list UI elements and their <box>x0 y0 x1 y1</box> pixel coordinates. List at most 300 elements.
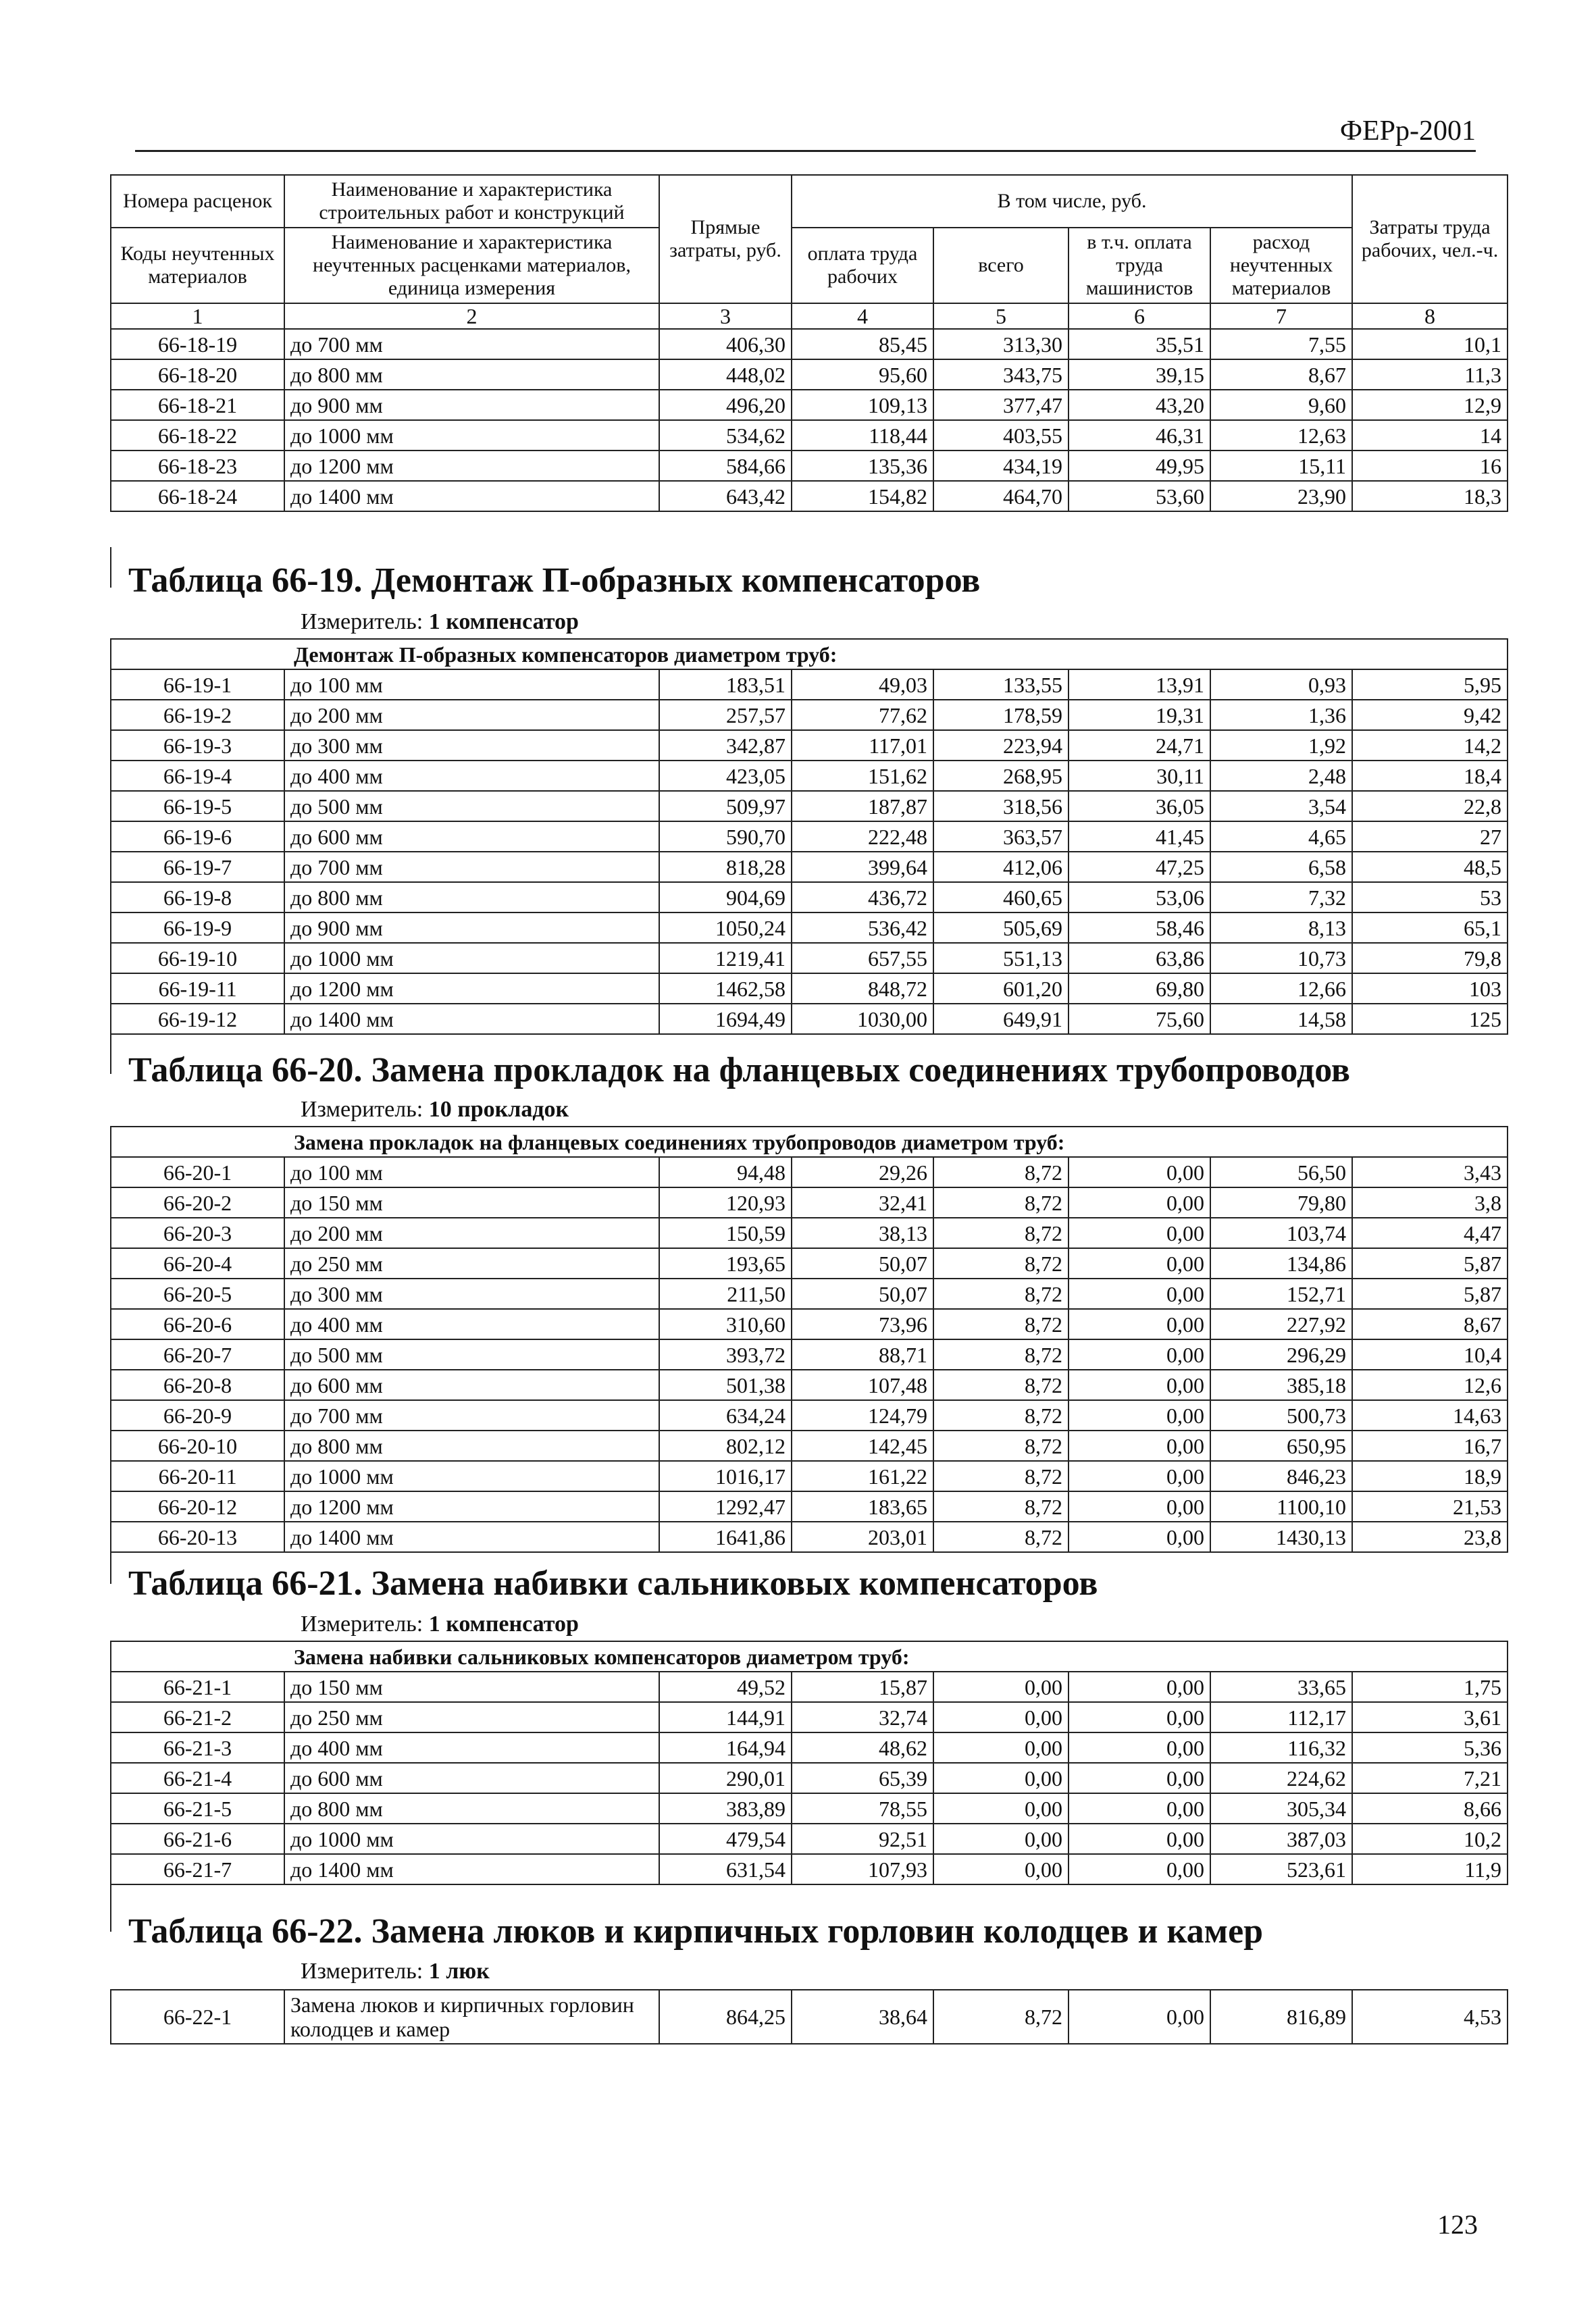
value-cell: 448,02 <box>659 359 792 390</box>
table-title-66-22: Таблица 66-22. Замена люков и кирпичных горловин колодцев и камер <box>128 1912 1264 1951</box>
value-cell: 0,00 <box>1069 1990 1210 2044</box>
value-cell: 47,25 <box>1069 852 1210 882</box>
table-row <box>111 1793 1508 1824</box>
value-cell: 1,92 <box>1210 730 1352 761</box>
table-row <box>111 943 1508 973</box>
value-cell: 4,65 <box>1210 821 1352 852</box>
value-cell: 193,65 <box>659 1248 792 1279</box>
work-description: до 150 мм <box>284 1187 659 1218</box>
column-number: 5 <box>933 303 1069 329</box>
value-cell: 178,59 <box>933 700 1069 730</box>
value-cell: 22,8 <box>1352 791 1508 821</box>
value-cell: 590,70 <box>659 821 792 852</box>
value-cell: 88,71 <box>792 1339 933 1370</box>
value-cell: 164,94 <box>659 1732 792 1763</box>
work-description: до 1200 мм <box>284 973 659 1004</box>
value-cell: 211,50 <box>659 1279 792 1309</box>
value-cell: 224,62 <box>1210 1763 1352 1793</box>
value-cell: 14,2 <box>1352 730 1508 761</box>
rate-code: 66-18-21 <box>111 390 284 420</box>
value-cell: 112,17 <box>1210 1702 1352 1732</box>
value-cell: 103,74 <box>1210 1218 1352 1248</box>
value-cell: 49,95 <box>1069 451 1210 481</box>
value-cell: 109,13 <box>792 390 933 420</box>
value-cell: 0,00 <box>1069 1461 1210 1491</box>
work-description: до 400 мм <box>284 1732 659 1763</box>
rate-code: 66-18-24 <box>111 481 284 511</box>
measure-66-21 <box>301 1612 579 1637</box>
value-cell: 65,39 <box>792 1763 933 1793</box>
work-description: до 1000 мм <box>284 943 659 973</box>
value-cell: 904,69 <box>659 882 792 912</box>
value-cell: 377,47 <box>933 390 1069 420</box>
value-cell: 846,23 <box>1210 1461 1352 1491</box>
value-cell: 21,53 <box>1352 1491 1508 1522</box>
work-description: до 250 мм <box>284 1702 659 1732</box>
rate-code: 66-20-12 <box>111 1491 284 1522</box>
value-cell: 848,72 <box>792 973 933 1004</box>
work-description: до 1200 мм <box>284 451 659 481</box>
table-row <box>111 761 1508 791</box>
value-cell: 310,60 <box>659 1309 792 1339</box>
table-row <box>111 912 1508 943</box>
value-cell: 8,72 <box>933 1187 1069 1218</box>
table-row <box>111 1732 1508 1763</box>
table-row <box>111 1309 1508 1339</box>
value-cell: 657,55 <box>792 943 933 973</box>
value-cell: 1,36 <box>1210 700 1352 730</box>
table-row <box>111 973 1508 1004</box>
work-description: Замена люков и кирпичных горловин колодцев и камер <box>284 1990 659 2044</box>
value-cell: 0,00 <box>1069 1309 1210 1339</box>
table-row <box>111 420 1508 451</box>
table-row <box>111 1248 1508 1279</box>
value-cell: 1694,49 <box>659 1004 792 1034</box>
rate-code: 66-20-4 <box>111 1248 284 1279</box>
value-cell: 77,62 <box>792 700 933 730</box>
value-cell: 399,64 <box>792 852 933 882</box>
value-cell: 0,00 <box>933 1854 1069 1884</box>
value-cell: 10,4 <box>1352 1339 1508 1370</box>
value-cell: 0,00 <box>1069 1400 1210 1431</box>
value-cell: 150,59 <box>659 1218 792 1248</box>
value-cell: 643,42 <box>659 481 792 511</box>
col-wages: оплата труда рабочих <box>792 228 933 303</box>
value-cell: 9,60 <box>1210 390 1352 420</box>
value-cell: 387,03 <box>1210 1824 1352 1854</box>
value-cell: 0,00 <box>1069 1279 1210 1309</box>
page-number: 123 <box>1437 2209 1478 2240</box>
table-row <box>111 1339 1508 1370</box>
value-cell: 78,55 <box>792 1793 933 1824</box>
subhead-66-20: Замена прокладок на фланцевых соединениях трубопроводов диаметром труб: <box>111 1127 1508 1157</box>
value-cell: 36,05 <box>1069 791 1210 821</box>
value-cell: 46,31 <box>1069 420 1210 451</box>
rate-code: 66-21-2 <box>111 1702 284 1732</box>
value-cell: 0,00 <box>1069 1491 1210 1522</box>
work-description: до 1000 мм <box>284 1824 659 1854</box>
work-description: до 800 мм <box>284 1793 659 1824</box>
value-cell: 154,82 <box>792 481 933 511</box>
rate-code: 66-18-22 <box>111 420 284 451</box>
value-cell: 501,38 <box>659 1370 792 1400</box>
value-cell: 0,00 <box>1069 1763 1210 1793</box>
value-cell: 50,07 <box>792 1279 933 1309</box>
work-description: до 100 мм <box>284 669 659 700</box>
value-cell: 107,93 <box>792 1854 933 1884</box>
value-cell: 10,1 <box>1352 329 1508 359</box>
value-cell: 460,65 <box>933 882 1069 912</box>
value-cell: 18,4 <box>1352 761 1508 791</box>
value-cell: 103 <box>1352 973 1508 1004</box>
measure-label: Измеритель: <box>301 609 423 634</box>
running-header <box>135 115 1476 152</box>
table-row <box>111 1672 1508 1702</box>
value-cell: 12,63 <box>1210 420 1352 451</box>
work-description: до 1400 мм <box>284 1522 659 1552</box>
value-cell: 4,47 <box>1352 1218 1508 1248</box>
table-row <box>111 700 1508 730</box>
measure-value: 1 люк <box>428 1959 490 1984</box>
work-description: до 500 мм <box>284 1339 659 1370</box>
measure-66-20 <box>301 1097 569 1123</box>
value-cell: 8,66 <box>1352 1793 1508 1824</box>
subhead-66-19: Демонтаж П-образных компенсаторов диаметром труб: <box>111 639 1508 669</box>
value-cell: 144,91 <box>659 1702 792 1732</box>
rate-code: 66-20-8 <box>111 1370 284 1400</box>
value-cell: 79,80 <box>1210 1187 1352 1218</box>
value-cell: 0,00 <box>1069 1218 1210 1248</box>
table-row <box>111 1187 1508 1218</box>
work-description: до 1400 мм <box>284 481 659 511</box>
value-cell: 15,11 <box>1210 451 1352 481</box>
value-cell: 0,00 <box>1069 1854 1210 1884</box>
rate-code: 66-19-4 <box>111 761 284 791</box>
value-cell: 95,60 <box>792 359 933 390</box>
measure-label: Измеритель: <box>301 1097 423 1122</box>
value-cell: 342,87 <box>659 730 792 761</box>
value-cell: 864,25 <box>659 1990 792 2044</box>
work-description: до 1400 мм <box>284 1004 659 1034</box>
value-cell: 0,00 <box>933 1793 1069 1824</box>
table-row <box>111 1400 1508 1431</box>
work-description: до 300 мм <box>284 1279 659 1309</box>
value-cell: 124,79 <box>792 1400 933 1431</box>
value-cell: 134,86 <box>1210 1248 1352 1279</box>
rate-code: 66-22-1 <box>111 1990 284 2044</box>
table-row <box>111 1157 1508 1187</box>
rate-code: 66-19-12 <box>111 1004 284 1034</box>
rate-code: 66-20-6 <box>111 1309 284 1339</box>
rate-code: 66-19-10 <box>111 943 284 973</box>
value-cell: 1050,24 <box>659 912 792 943</box>
table-row <box>111 1854 1508 1884</box>
rate-code: 66-20-13 <box>111 1522 284 1552</box>
value-cell: 0,00 <box>1069 1522 1210 1552</box>
value-cell: 32,74 <box>792 1702 933 1732</box>
rate-code: 66-18-20 <box>111 359 284 390</box>
table-row <box>111 1763 1508 1793</box>
value-cell: 23,8 <box>1352 1522 1508 1552</box>
value-cell: 649,91 <box>933 1004 1069 1034</box>
table-border <box>110 1537 111 1584</box>
rate-code: 66-20-5 <box>111 1279 284 1309</box>
work-description: до 700 мм <box>284 852 659 882</box>
value-cell: 363,57 <box>933 821 1069 852</box>
rate-code: 66-21-6 <box>111 1824 284 1854</box>
col-material-name: Наименование и характеристика неучтенных расценками материалов, единица измерения <box>284 228 659 303</box>
value-cell: 8,72 <box>933 1309 1069 1339</box>
value-cell: 650,95 <box>1210 1431 1352 1461</box>
work-description: до 600 мм <box>284 821 659 852</box>
col-including: В том числе, руб. <box>792 175 1352 228</box>
value-cell: 8,72 <box>933 1990 1069 2044</box>
column-number: 1 <box>111 303 284 329</box>
value-cell: 268,95 <box>933 761 1069 791</box>
value-cell: 7,32 <box>1210 882 1352 912</box>
value-cell: 116,32 <box>1210 1732 1352 1763</box>
value-cell: 33,65 <box>1210 1672 1352 1702</box>
value-cell: 436,72 <box>792 882 933 912</box>
table-row <box>111 1431 1508 1461</box>
measure-label: Измеритель: <box>301 1612 423 1637</box>
value-cell: 3,61 <box>1352 1702 1508 1732</box>
document-code: ФЕРр-2001 <box>1339 115 1476 147</box>
table-row <box>111 882 1508 912</box>
value-cell: 505,69 <box>933 912 1069 943</box>
value-cell: 509,97 <box>659 791 792 821</box>
work-description: до 300 мм <box>284 730 659 761</box>
rate-code: 66-19-8 <box>111 882 284 912</box>
value-cell: 23,90 <box>1210 481 1352 511</box>
value-cell: 496,20 <box>659 390 792 420</box>
column-number: 7 <box>1210 303 1352 329</box>
work-description: до 800 мм <box>284 359 659 390</box>
rate-code: 66-18-23 <box>111 451 284 481</box>
table-title-66-19: Таблица 66-19. Демонтаж П-образных компенсаторов <box>128 561 981 600</box>
value-cell: 8,72 <box>933 1491 1069 1522</box>
rates-table-66-19 <box>110 638 1508 1035</box>
value-cell: 423,05 <box>659 761 792 791</box>
value-cell: 30,11 <box>1069 761 1210 791</box>
table-row <box>111 1004 1508 1034</box>
value-cell: 818,28 <box>659 852 792 882</box>
value-cell: 222,48 <box>792 821 933 852</box>
value-cell: 5,95 <box>1352 669 1508 700</box>
table-row <box>111 1824 1508 1854</box>
rate-code: 66-19-3 <box>111 730 284 761</box>
value-cell: 5,36 <box>1352 1732 1508 1763</box>
value-cell: 0,00 <box>1069 1248 1210 1279</box>
value-cell: 107,48 <box>792 1370 933 1400</box>
table-row <box>111 1491 1508 1522</box>
column-number: 6 <box>1069 303 1210 329</box>
work-description: до 100 мм <box>284 1157 659 1187</box>
value-cell: 39,15 <box>1069 359 1210 390</box>
value-cell: 8,72 <box>933 1400 1069 1431</box>
rate-code: 66-19-9 <box>111 912 284 943</box>
value-cell: 187,87 <box>792 791 933 821</box>
value-cell: 816,89 <box>1210 1990 1352 2044</box>
col-material-use: расход неучтенных материалов <box>1210 228 1352 303</box>
rate-code: 66-19-6 <box>111 821 284 852</box>
rate-code: 66-21-1 <box>111 1672 284 1702</box>
rate-code: 66-21-5 <box>111 1793 284 1824</box>
value-cell: 152,71 <box>1210 1279 1352 1309</box>
value-cell: 0,00 <box>1069 1431 1210 1461</box>
column-number: 4 <box>792 303 933 329</box>
value-cell: 8,72 <box>933 1339 1069 1370</box>
value-cell: 257,57 <box>659 700 792 730</box>
table-border <box>110 1033 111 1074</box>
rates-table-66-22 <box>110 1989 1508 2045</box>
value-cell: 479,54 <box>659 1824 792 1854</box>
value-cell: 56,50 <box>1210 1157 1352 1187</box>
value-cell: 79,8 <box>1352 943 1508 973</box>
value-cell: 406,30 <box>659 329 792 359</box>
value-cell: 35,51 <box>1069 329 1210 359</box>
value-cell: 8,72 <box>933 1157 1069 1187</box>
value-cell: 19,31 <box>1069 700 1210 730</box>
value-cell: 3,8 <box>1352 1187 1508 1218</box>
work-description: до 500 мм <box>284 791 659 821</box>
table-border <box>110 1884 111 1932</box>
value-cell: 8,72 <box>933 1522 1069 1552</box>
rate-code: 66-20-1 <box>111 1157 284 1187</box>
column-number: 2 <box>284 303 659 329</box>
value-cell: 135,36 <box>792 451 933 481</box>
value-cell: 48,62 <box>792 1732 933 1763</box>
work-description: до 900 мм <box>284 912 659 943</box>
value-cell: 3,43 <box>1352 1157 1508 1187</box>
value-cell: 296,29 <box>1210 1339 1352 1370</box>
value-cell: 8,72 <box>933 1461 1069 1491</box>
value-cell: 0,93 <box>1210 669 1352 700</box>
work-description: до 1200 мм <box>284 1491 659 1522</box>
value-cell: 12,66 <box>1210 973 1352 1004</box>
table-row <box>111 1279 1508 1309</box>
value-cell: 0,00 <box>1069 1370 1210 1400</box>
value-cell: 12,6 <box>1352 1370 1508 1400</box>
measure-value: 10 прокладок <box>428 1097 569 1122</box>
rate-code: 66-18-19 <box>111 329 284 359</box>
measure-value: 1 компенсатор <box>428 609 579 634</box>
col-machines-total: всего <box>933 228 1069 303</box>
value-cell: 53,60 <box>1069 481 1210 511</box>
value-cell: 63,86 <box>1069 943 1210 973</box>
value-cell: 41,45 <box>1069 821 1210 852</box>
work-description: до 900 мм <box>284 390 659 420</box>
value-cell: 1641,86 <box>659 1522 792 1552</box>
value-cell: 385,18 <box>1210 1370 1352 1400</box>
value-cell: 601,20 <box>933 973 1069 1004</box>
value-cell: 24,71 <box>1069 730 1210 761</box>
col-machine-wages: в т.ч. оплата труда машинистов <box>1069 228 1210 303</box>
value-cell: 85,45 <box>792 329 933 359</box>
value-cell: 16 <box>1352 451 1508 481</box>
value-cell: 1219,41 <box>659 943 792 973</box>
value-cell: 7,21 <box>1352 1763 1508 1793</box>
work-description: до 400 мм <box>284 761 659 791</box>
value-cell: 203,01 <box>792 1522 933 1552</box>
value-cell: 8,72 <box>933 1218 1069 1248</box>
value-cell: 5,87 <box>1352 1279 1508 1309</box>
value-cell: 8,67 <box>1210 359 1352 390</box>
value-cell: 0,00 <box>933 1672 1069 1702</box>
work-description: до 800 мм <box>284 1431 659 1461</box>
value-cell: 584,66 <box>659 451 792 481</box>
column-number: 3 <box>659 303 792 329</box>
table-row <box>111 669 1508 700</box>
value-cell: 464,70 <box>933 481 1069 511</box>
value-cell: 12,9 <box>1352 390 1508 420</box>
value-cell: 313,30 <box>933 329 1069 359</box>
value-cell: 290,01 <box>659 1763 792 1793</box>
value-cell: 183,65 <box>792 1491 933 1522</box>
work-description: до 700 мм <box>284 1400 659 1431</box>
table-row <box>111 481 1508 511</box>
work-description: до 1000 мм <box>284 1461 659 1491</box>
col-numbers: Номера расценок <box>111 175 284 228</box>
work-description: до 400 мм <box>284 1309 659 1339</box>
table-row <box>111 359 1508 390</box>
table-row <box>111 791 1508 821</box>
rates-table-66-20 <box>110 1126 1508 1553</box>
value-cell: 38,13 <box>792 1218 933 1248</box>
table-row <box>111 390 1508 420</box>
value-cell: 0,00 <box>1069 1824 1210 1854</box>
rate-code: 66-21-7 <box>111 1854 284 1884</box>
value-cell: 10,2 <box>1352 1824 1508 1854</box>
value-cell: 523,61 <box>1210 1854 1352 1884</box>
rate-code: 66-19-7 <box>111 852 284 882</box>
rate-code: 66-19-1 <box>111 669 284 700</box>
value-cell: 53,06 <box>1069 882 1210 912</box>
value-cell: 15,87 <box>792 1672 933 1702</box>
value-cell: 14,63 <box>1352 1400 1508 1431</box>
value-cell: 69,80 <box>1069 973 1210 1004</box>
value-cell: 0,00 <box>1069 1793 1210 1824</box>
col-direct-costs: Прямые затраты, руб. <box>659 175 792 303</box>
value-cell: 49,52 <box>659 1672 792 1702</box>
value-cell: 161,22 <box>792 1461 933 1491</box>
table-row <box>111 852 1508 882</box>
value-cell: 305,34 <box>1210 1793 1352 1824</box>
rate-code: 66-19-2 <box>111 700 284 730</box>
value-cell: 142,45 <box>792 1431 933 1461</box>
value-cell: 18,9 <box>1352 1461 1508 1491</box>
value-cell: 183,51 <box>659 669 792 700</box>
value-cell: 29,26 <box>792 1157 933 1187</box>
value-cell: 0,00 <box>1069 1187 1210 1218</box>
value-cell: 343,75 <box>933 359 1069 390</box>
value-cell: 8,72 <box>933 1248 1069 1279</box>
value-cell: 58,46 <box>1069 912 1210 943</box>
value-cell: 0,00 <box>933 1702 1069 1732</box>
table-row <box>111 730 1508 761</box>
value-cell: 8,72 <box>933 1370 1069 1400</box>
value-cell: 38,64 <box>792 1990 933 2044</box>
value-cell: 9,42 <box>1352 700 1508 730</box>
value-cell: 92,51 <box>792 1824 933 1854</box>
table-row <box>111 1702 1508 1732</box>
value-cell: 6,58 <box>1210 852 1352 882</box>
value-cell: 14 <box>1352 420 1508 451</box>
value-cell: 0,00 <box>933 1732 1069 1763</box>
value-cell: 117,01 <box>792 730 933 761</box>
work-description: до 600 мм <box>284 1763 659 1793</box>
value-cell: 1430,13 <box>1210 1522 1352 1552</box>
